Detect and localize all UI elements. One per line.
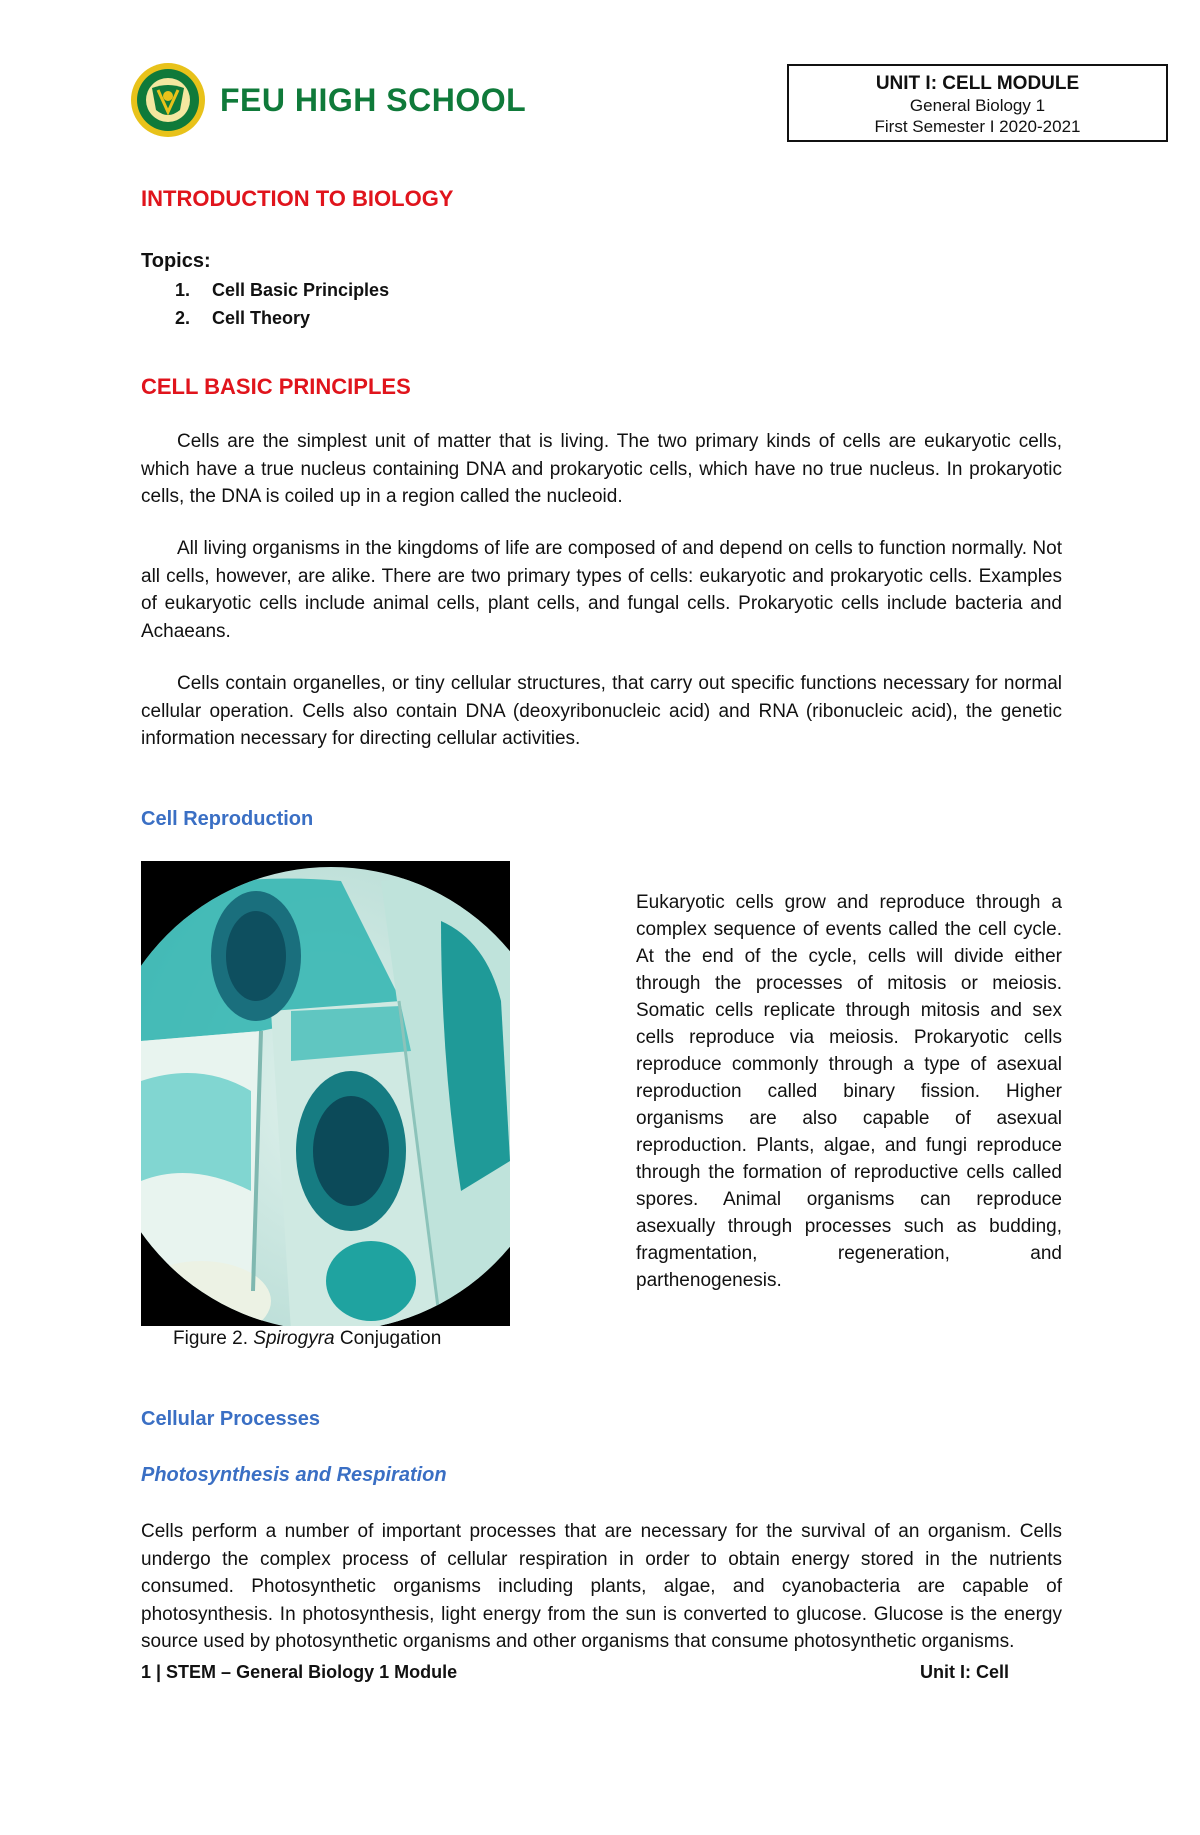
body-paragraph: Cells contain organelles, or tiny cellular structures, that carry out specific functions necessary for normal cellular operation. Cells also contain DNA (deoxyribonucleic acid) and RNA (ribonucleic acid), the genetic information necessary for directing cellular activities. bbox=[141, 673, 1062, 749]
body-paragraph: Eukaryotic cells grow and reproduce through a complex sequence of events called the cell cycle. At the end of the cycle, cells will divide either through the processes of mitosis or meiosis. Somatic cells replicate through mitosis and sex cells reproduce via meiosis. Prokaryotic cells reproduce commonly through a type of asexual reproduction called binary fission. Higher organisms are also capable of asexual reproduction. Plants, algae, and fungi reproduce through the formation of reproductive cells called spores. Animal organisms can reproduce asexually through processes such as budding, fragmentation, regeneration, and parthenogenesis. bbox=[636, 892, 1062, 1291]
subsection-subheading: Photosynthesis and Respiration bbox=[141, 1464, 447, 1486]
body-paragraph: All living organisms in the kingdoms of life are composed of and depend on cells to function normally. Not all cells, however, are alike. There are two primary types of cells: eukaryotic and prokaryotic cells. Examples of eukaryotic cells include animal cells, plant cells, and fungal cells. Prokaryotic cells include bacteria and Achaeans. bbox=[141, 538, 1062, 642]
topics-list bbox=[175, 276, 389, 332]
footer-right: Unit I: Cell bbox=[920, 1662, 1009, 1682]
page-title: INTRODUCTION TO BIOLOGY bbox=[141, 186, 454, 211]
body-paragraph: Cells are the simplest unit of matter that is living. The two primary kinds of cells are eukaryotic cells, which have a true nucleus containing DNA and prokaryotic cells, which have no true nucleus. In prokaryotic cells, the DNA is coiled up in a region called the nucleoid. bbox=[141, 431, 1062, 507]
micrograph-image bbox=[141, 861, 510, 1326]
unit-info-box bbox=[787, 64, 1168, 142]
section-heading: CELL BASIC PRINCIPLES bbox=[141, 374, 411, 399]
list-item: 2. Cell Theory bbox=[175, 308, 311, 328]
topics-label: Topics: bbox=[141, 250, 211, 272]
figure-caption: Figure 2. Spirogyra Conjugation bbox=[173, 1328, 442, 1349]
list-item: 1. Cell Basic Principles bbox=[175, 280, 390, 300]
unit-title: UNIT I: CELL MODULE bbox=[875, 73, 1080, 94]
spirogyra-micrograph bbox=[141, 861, 510, 1326]
footer-left: 1 | STEM – General Biology 1 Module bbox=[141, 1662, 458, 1682]
term-label: First Semester I 2020-2021 bbox=[874, 117, 1081, 136]
page-footer bbox=[141, 1662, 1009, 1683]
subsection-heading: Cellular Processes bbox=[141, 1408, 320, 1430]
course-name: General Biology 1 bbox=[909, 96, 1046, 115]
school-name: FEU HIGH SCHOOL bbox=[220, 81, 527, 118]
body-paragraph: Cells perform a number of important processes that are necessary for the survival of an organism. Cells undergo the complex process of cellular respiration in order to obtain energy stored in the nutrients consumed. Photosynthetic organisms including plants, algae, and cyanobacteria are capable of photosynthesis. In photosynthesis, light energy from the sun is converted to glucose. Glucose is the energy source used by photosynthetic organisms and other organisms that consume photosynthetic organisms. bbox=[141, 1521, 1062, 1652]
school-logo bbox=[130, 62, 526, 138]
school-seal-icon bbox=[130, 62, 206, 138]
subsection-heading: Cell Reproduction bbox=[141, 808, 314, 830]
